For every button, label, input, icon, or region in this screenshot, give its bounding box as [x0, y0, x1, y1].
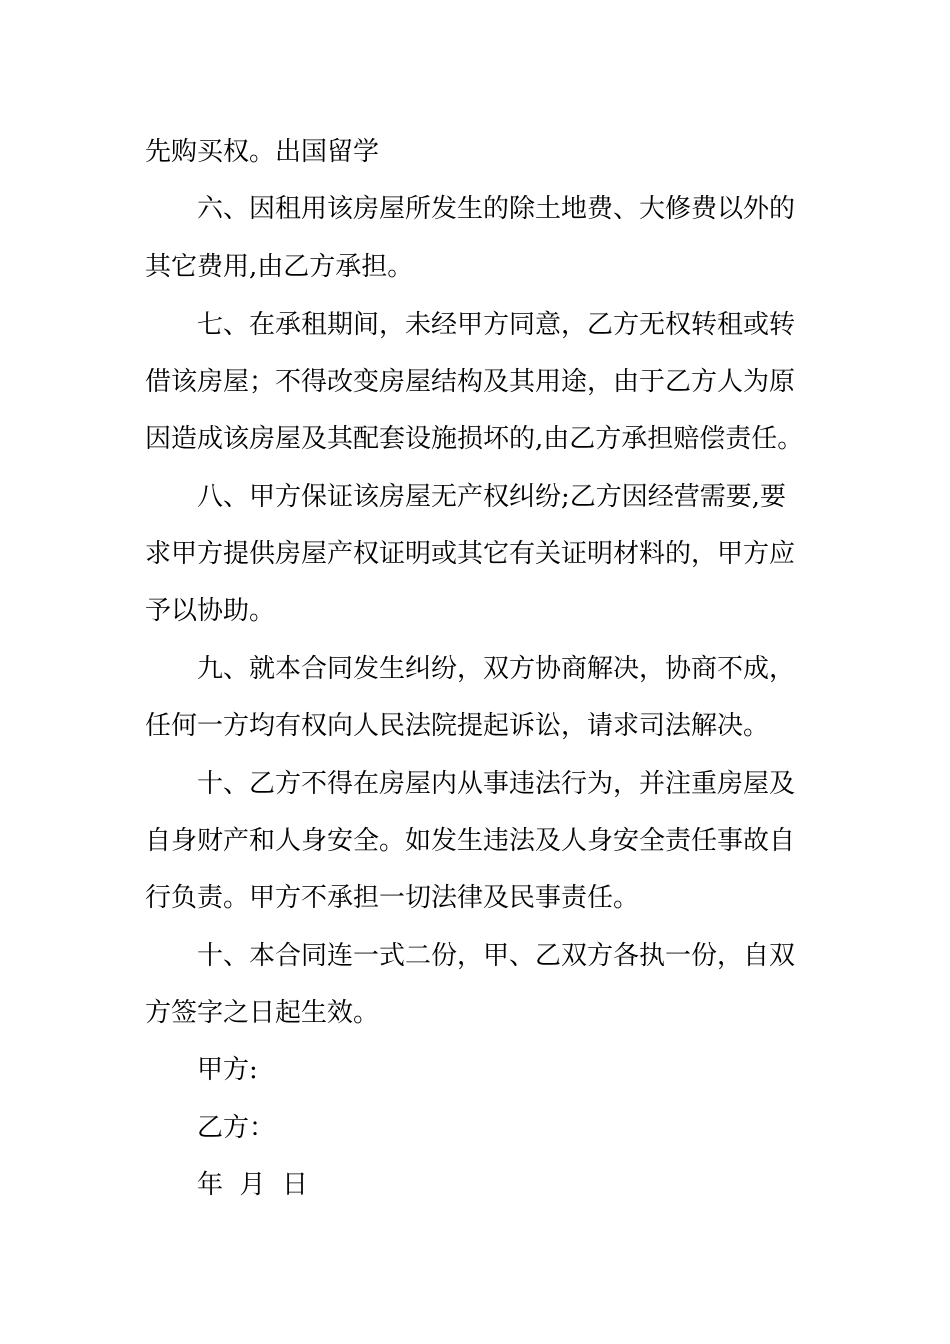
clause-8-line-1: 八、甲方保证该房屋无产权纠纷;乙方因经营需要,要 [197, 482, 787, 512]
party-a-signature-label: 甲方: [197, 1055, 258, 1085]
clause-8-line-3: 予以协助。 [145, 596, 276, 626]
clause-11-line-1: 十、本合同连一式二份，甲、乙双方各执一份，自双 [197, 941, 796, 971]
clause-6-line-2: 其它费用,由乙方承担。 [145, 252, 414, 282]
date-label: 年 月 日 [197, 1170, 309, 1200]
clause-11-line-2: 方签字之日起生效。 [145, 998, 380, 1028]
text-line-1: 先购买权。出国留学 [145, 137, 380, 167]
clause-7-line-2: 借该房屋；不得改变房屋结构及其用途，由于乙方人为原 [145, 367, 796, 397]
clause-9-line-1: 九、就本合同发生纠纷，双方协商解决，协商不成， [197, 654, 796, 684]
clause-10-line-1: 十、乙方不得在房屋内从事违法行为，并注重房屋及 [197, 769, 796, 799]
clause-6-line-1: 六、因租用该房屋所发生的除土地费、大修费以外的 [197, 194, 796, 224]
clause-7-line-3: 因造成该房屋及其配套设施损坏的,由乙方承担赔偿责任。 [145, 424, 804, 454]
clause-7-line-1: 七、在承租期间，未经甲方同意，乙方无权转租或转 [197, 310, 796, 340]
clause-9-line-2: 任何一方均有权向人民法院提起诉讼，请求司法解决。 [145, 711, 770, 741]
clause-10-line-3: 行负责。甲方不承担一切法律及民事责任。 [145, 883, 640, 913]
clause-8-line-2: 求甲方提供房屋产权证明或其它有关证明材料的，甲方应 [145, 539, 796, 569]
clause-10-line-2: 自身财产和人身安全。如发生违法及人身安全责任事故自 [145, 826, 796, 856]
party-b-signature-label: 乙方： [197, 1113, 276, 1143]
